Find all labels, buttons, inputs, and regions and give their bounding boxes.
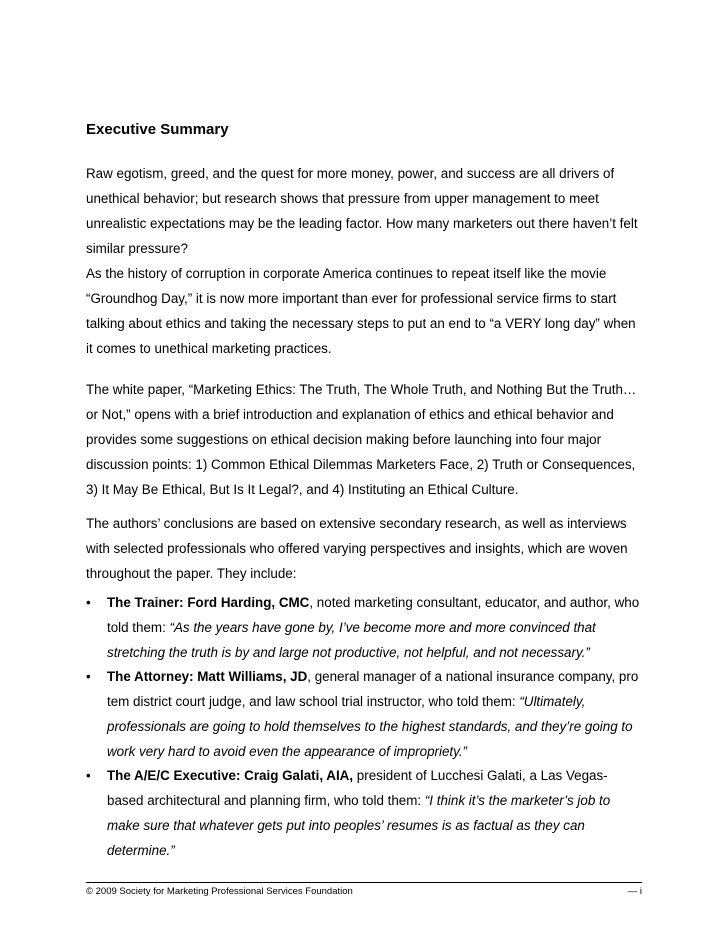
footer-copyright: © 2009 Society for Marketing Professional Services Foundation — [86, 886, 353, 897]
bullet-name: The A/E/C Executive: Craig Galati, AIA, — [107, 768, 354, 783]
bullet-quote: “Ultimately, professionals are going to hold themselves to the highest standards, and they’re going to work very hard to avoid even the appearance of impropriety.” — [107, 694, 633, 759]
bullet-name: The Trainer: Ford Harding, CMC — [107, 595, 310, 610]
bullet-text — [107, 763, 643, 863]
bullet-text — [107, 590, 643, 665]
paragraph-authors: The authors’ conclusions are based on extensive secondary research, as well as interviews with selected professionals who offered varying perspectives and insights, which are woven throughout the paper. They include: — [86, 516, 628, 581]
bullet-icon: • — [86, 595, 91, 610]
paragraph-white-paper: The white paper, “Marketing Ethics: The Truth, The Whole Truth, and Nothing But the Truth… or Not,” opens with a brief introduction and explanation of ethics and ethical behavior and provides some suggestions on ethical decision making before launching into four major discussion points: 1) Common Ethical Dilemmas Marketers Face, 2) Truth or Consequences, 3) It May Be Ethical, But Is It Legal?, and 4) Instituting an Ethical Culture. — [86, 382, 637, 497]
bullet-icon: • — [86, 768, 91, 783]
paragraph-intro: Raw egotism, greed, and the quest for more money, power, and success are all drivers of unethical behavior; but research shows that pressure from upper management to meet unrealistic expectations may be the leading factor. How many marketers out there haven’t felt similar pressure? — [86, 166, 638, 256]
bullet-desc: president of Lucchesi Galati, a Las Vegas-based architectural and planning firm, who told them: — [107, 768, 608, 808]
bullet-quote: “As the years have gone by, I’ve become more and more convinced that stretching the truth is by and large not productive, not helpful, and not necessary.” — [107, 620, 596, 660]
bullet-quote: “I think it’s the marketer’s job to make sure that whatever gets put into peoples’ resumes is as factual as they can determine.” — [107, 793, 611, 858]
bullet-desc: , noted marketing consultant, educator, and author, who told them: — [107, 595, 640, 635]
bullet-name: The Attorney: Matt Williams, JD — [107, 669, 308, 684]
footer-divider — [86, 882, 642, 883]
bullet-desc: , general manager of a national insurance company, pro tem district court judge, and law school trial instructor, who told them: — [107, 669, 639, 709]
paragraph-groundhog: As the history of corruption in corporate America continues to repeat itself like the movie “Groundhog Day,” it is now more important than ever for professional service firms to start talking about ethics and taking the necessary steps to put an end to “a VERY long day” when it comes to unethical marketing practices. — [86, 266, 636, 356]
page-title: Executive Summary — [86, 121, 229, 138]
page-number: — i — [627, 886, 642, 897]
bullet-icon: • — [86, 669, 91, 684]
bullet-text — [107, 664, 643, 764]
